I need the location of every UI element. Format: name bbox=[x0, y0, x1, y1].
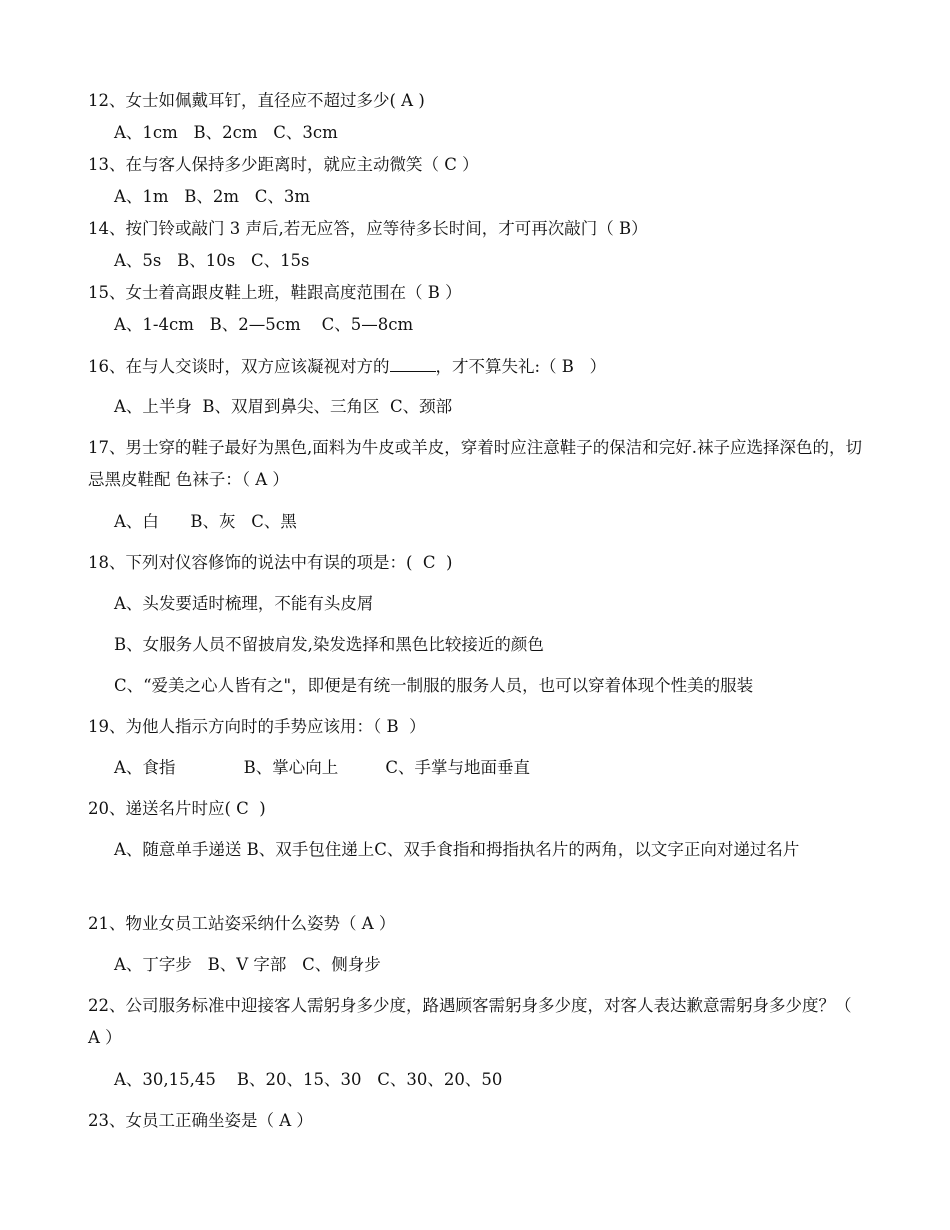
question-20: 20、递送名片时应( C ) bbox=[88, 799, 266, 818]
question-19: 19、为他人指示方向时的手势应该用：（ B ） bbox=[88, 717, 426, 736]
question-22: 22、公司服务标准中迎接客人需躬身多少度，路遇顾客需躬身多少度，对客人表达歉意需躬身多少度？（ A ） bbox=[88, 996, 852, 1047]
question-15-options: A、1-4cm B、2—5cm C、5—8cm bbox=[114, 315, 414, 334]
question-18-option-c: C、“爱美之心人皆有之"，即便是有统一制服的服务人员，也可以穿着体现个性美的服装 bbox=[114, 676, 754, 695]
question-16-stem-end: ，才不算失礼:（ B ） bbox=[435, 357, 607, 376]
question-16-options: A、上半身 B、双眉到鼻尖、三角区 C、颈部 bbox=[114, 397, 453, 416]
question-19-options: A、食指 B、掌心向上 C、手掌与地面垂直 bbox=[114, 758, 531, 777]
question-18: 18、下列对仪容修饰的说法中有误的项是：( C ) bbox=[88, 553, 453, 572]
question-14-options: A、5s B、10s C、15s bbox=[114, 251, 310, 270]
question-18-option-b: B、女服务人员不留披肩发,染发选择和黑色比较接近的颜色 bbox=[114, 635, 544, 654]
question-16-stem-start: 16、在与人交谈时，双方应该凝视对方的 bbox=[88, 357, 390, 376]
question-14: 14、按门铃或敲门 3 声后,若无应答，应等待多长时间，才可再次敲门（ B） bbox=[88, 219, 648, 238]
question-16 bbox=[88, 355, 606, 378]
question-15: 15、女士着高跟皮鞋上班，鞋跟高度范围在（ B ） bbox=[88, 283, 462, 302]
question-17-options: A、白 B、灰 C、黑 bbox=[114, 512, 297, 531]
question-12: 12、女士如佩戴耳钉，直径应不超过多少( A ) bbox=[88, 91, 425, 110]
question-17: 17、男士穿的鞋子最好为黑色,面料为牛皮或羊皮，穿着时应注意鞋子的保洁和完好.袜子应选择深色的，切忌黑皮鞋配 色袜子：（ A ） bbox=[88, 438, 862, 489]
question-13-options: A、1m B、2m C、3m bbox=[114, 187, 311, 206]
question-23: 23、女员工正确坐姿是（ A ） bbox=[88, 1111, 313, 1130]
question-12-options: A、1cm B、2cm C、3cm bbox=[114, 123, 338, 142]
question-22-options: A、30,15,45 B、20、15、30 C、30、20、50 bbox=[114, 1070, 503, 1089]
question-20-options: A、随意单手递送 B、双手包住递上C、双手食指和拇指执名片的两角，以文字正向对递过名片 bbox=[114, 840, 800, 859]
question-21: 21、物业女员工站姿采纳什么姿势（ A ） bbox=[88, 914, 396, 933]
answer-blank bbox=[390, 355, 436, 372]
question-13: 13、在与客人保持多少距离时，就应主动微笑（ C ） bbox=[88, 155, 479, 174]
question-21-options: A、丁字步 B、V 字部 C、侧身步 bbox=[114, 955, 381, 974]
question-18-option-a: A、头发要适时梳理，不能有头皮屑 bbox=[114, 594, 374, 613]
